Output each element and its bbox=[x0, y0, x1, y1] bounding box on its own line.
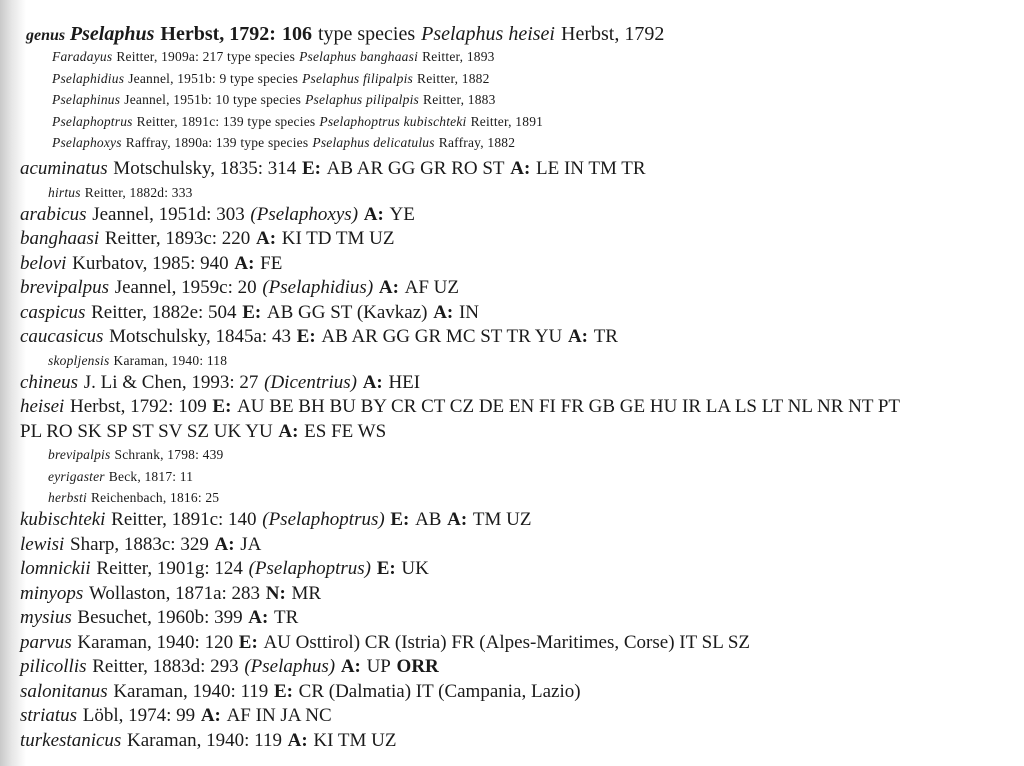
species-name: minyops bbox=[20, 582, 84, 604]
region-label: E: bbox=[238, 631, 258, 653]
subgenus: (Pselaphidius) bbox=[262, 277, 374, 299]
species-name: caspicus bbox=[20, 301, 86, 323]
genus-synonym-line bbox=[52, 93, 496, 107]
region-label: A: bbox=[433, 301, 454, 323]
species-ref: Karaman, 1940: 119 bbox=[127, 729, 282, 751]
species-ref: Wollaston, 1871a: 283 bbox=[89, 582, 261, 604]
species-name: chineus bbox=[20, 371, 79, 393]
synonym-ref: Reitter, 1909a: 217 type species bbox=[116, 49, 296, 64]
distribution-codes: AB AR GG GR MC ST TR YU bbox=[321, 326, 563, 348]
subgenus: (Pselaphus) bbox=[244, 656, 336, 677]
region-label: A: bbox=[255, 228, 277, 250]
distribution-codes: ES FE WS bbox=[304, 420, 387, 442]
species-ref: Reitter, 1901g: 124 bbox=[96, 558, 243, 579]
species-ref: Löbl, 1974: 99 bbox=[82, 705, 196, 726]
species-name: acuminatus bbox=[20, 158, 108, 179]
region-label: A: bbox=[248, 607, 269, 628]
region-label: A: bbox=[214, 533, 235, 555]
region-label: A: bbox=[363, 203, 384, 225]
distribution-codes: CR (Dalmatia) IT (Campania, Lazio) bbox=[298, 680, 581, 702]
species-name: heisei bbox=[20, 396, 65, 418]
synonym-line bbox=[48, 186, 193, 200]
distribution-codes: AU BE BH BU BY CR CT CZ DE EN FI FR GB GE HU IR LA LS LT NL NR NT PT bbox=[237, 396, 901, 418]
synonym-name: Pselaphoptrus bbox=[52, 113, 133, 129]
species-ref: J. Li & Chen, 1993: 27 bbox=[83, 371, 259, 393]
species-name: lewisi bbox=[20, 533, 65, 555]
species-entry bbox=[20, 731, 402, 750]
region-label: A: bbox=[278, 420, 299, 442]
species-ref: Kurbatov, 1985: 940 bbox=[72, 252, 229, 274]
region-label: E: bbox=[390, 509, 410, 530]
species-entry bbox=[20, 682, 586, 701]
synonym-line bbox=[48, 491, 219, 505]
type-species-name: Pselaphus heisei bbox=[421, 23, 555, 45]
synonym-ref: Karaman, 1940: 118 bbox=[113, 352, 228, 368]
region-label: N: bbox=[265, 582, 286, 604]
genus-author: Herbst, 1792: bbox=[160, 23, 276, 45]
distribution-continued: PL RO SK SP ST SV SZ UK YU bbox=[20, 420, 273, 442]
distribution-codes: JA bbox=[240, 533, 262, 555]
distribution-codes: AU Osttirol) CR (Istria) FR (Alpes-Maritimes, Corse) IT SL SZ bbox=[263, 631, 751, 653]
distribution-codes: LE IN TM TR bbox=[535, 158, 646, 179]
distribution-codes: FE bbox=[260, 252, 283, 274]
species-name: caucasicus bbox=[20, 326, 104, 348]
region-label: E: bbox=[212, 396, 232, 418]
region-label: E: bbox=[242, 301, 262, 323]
region-label: E: bbox=[301, 158, 321, 179]
species-entry bbox=[20, 229, 400, 248]
subgenus: (Pselaphoptrus) bbox=[248, 558, 371, 579]
species-name: turkestanicus bbox=[20, 729, 122, 751]
species-ref: Besuchet, 1960b: 399 bbox=[77, 607, 243, 628]
species-entry bbox=[20, 608, 304, 627]
region-label: E: bbox=[296, 326, 316, 348]
synonym-ref: Jeannel, 1951b: 9 type species bbox=[128, 70, 299, 86]
distribution-codes: IN bbox=[458, 301, 479, 323]
genus-synonym-line bbox=[52, 136, 515, 150]
subgenus: (Dicentrius) bbox=[264, 371, 357, 393]
synonym-line bbox=[48, 354, 227, 368]
species-entry bbox=[20, 327, 624, 346]
species-ref: Reitter, 1883d: 293 bbox=[92, 656, 239, 677]
distribution-codes: KI TM UZ bbox=[313, 729, 397, 751]
species-entry bbox=[20, 584, 327, 603]
synonym-name: Pselaphidius bbox=[52, 70, 125, 86]
region-label: A: bbox=[567, 326, 588, 348]
synonym-name: herbsti bbox=[48, 489, 87, 505]
synonym-name: Pselaphoxys bbox=[52, 135, 122, 150]
synonym-line bbox=[48, 470, 193, 484]
distribution-codes: AB GG ST (Kavkaz) bbox=[266, 301, 428, 323]
species-ref: Sharp, 1883c: 329 bbox=[70, 533, 209, 555]
species-entry bbox=[20, 397, 906, 416]
distribution-codes: ORR bbox=[396, 656, 439, 677]
species-entry bbox=[20, 373, 426, 392]
distribution-codes: YE bbox=[389, 203, 415, 225]
species-entry bbox=[20, 254, 288, 273]
species-entry bbox=[20, 535, 267, 554]
region-label: E: bbox=[273, 680, 293, 702]
region-label: A: bbox=[234, 252, 255, 274]
genus-synonym-line bbox=[52, 72, 490, 86]
region-label: A: bbox=[340, 656, 361, 677]
genus-page: 106 bbox=[281, 23, 312, 45]
species-entry bbox=[20, 303, 485, 322]
synonym-type-species: Pselaphoptrus kubischteki bbox=[319, 113, 467, 129]
species-name: salonitanus bbox=[20, 680, 108, 702]
species-ref: Jeannel, 1951d: 303 bbox=[92, 203, 245, 225]
species-ref: Jeannel, 1959c: 20 bbox=[114, 277, 257, 299]
species-name: brevipalpus bbox=[20, 277, 110, 299]
synonym-type-author: Reitter, 1893 bbox=[422, 49, 495, 64]
synonym-name: skopljensis bbox=[48, 352, 110, 368]
distribution-codes: HEI bbox=[388, 371, 421, 393]
genus-synonym-line bbox=[52, 50, 495, 64]
region-label: E: bbox=[376, 558, 396, 579]
genus-synonym-line bbox=[52, 115, 543, 129]
synonym-type-author: Reitter, 1891 bbox=[470, 113, 544, 129]
species-entry bbox=[20, 657, 444, 676]
distribution-codes: AB bbox=[415, 509, 442, 530]
species-name: mysius bbox=[20, 607, 72, 628]
distribution-codes: TR bbox=[274, 607, 299, 628]
distribution-codes: AB AR GG GR RO ST bbox=[326, 158, 505, 179]
synonym-name: eyrigaster bbox=[48, 468, 105, 484]
distribution-codes: TM UZ bbox=[472, 509, 532, 530]
species-ref: Motschulsky, 1835: 314 bbox=[113, 158, 297, 179]
species-entry bbox=[20, 633, 756, 652]
species-ref: Karaman, 1940: 120 bbox=[77, 631, 234, 653]
species-entry bbox=[20, 205, 420, 224]
species-name: belovi bbox=[20, 252, 67, 274]
species-ref: Herbst, 1792: 109 bbox=[70, 396, 207, 418]
species-ref: Reitter, 1891c: 140 bbox=[111, 509, 257, 530]
species-ref: Karaman, 1940: 119 bbox=[113, 680, 269, 702]
synonym-name: Pselaphinus bbox=[52, 92, 121, 107]
species-name: striatus bbox=[20, 705, 78, 726]
synonym-name: hirtus bbox=[48, 184, 81, 200]
type-species-author: Herbst, 1792 bbox=[561, 23, 665, 45]
synonym-type-species: Pselaphus pilipalpis bbox=[305, 92, 419, 107]
species-ref: Reitter, 1882e: 504 bbox=[91, 301, 237, 323]
species-name: kubischteki bbox=[20, 509, 106, 530]
synonym-ref: Schrank, 1798: 439 bbox=[114, 447, 224, 463]
synonym-line bbox=[48, 448, 223, 462]
synonym-ref: Beck, 1817: 11 bbox=[108, 468, 194, 484]
species-name: lomnickii bbox=[20, 558, 91, 579]
region-label: A: bbox=[378, 277, 399, 299]
synonym-ref: Jeannel, 1951b: 10 type species bbox=[124, 92, 302, 107]
continuation-line bbox=[20, 422, 392, 441]
distribution-codes: KI TD TM UZ bbox=[281, 228, 395, 250]
distribution-codes: UP bbox=[366, 656, 391, 677]
distribution-codes: AF IN JA NC bbox=[226, 705, 332, 726]
synonym-name: Faradayus bbox=[52, 49, 113, 64]
synonym-type-author: Raffray, 1882 bbox=[438, 135, 516, 150]
synonym-type-author: Reitter, 1882 bbox=[417, 70, 490, 86]
genus-header bbox=[26, 24, 664, 44]
region-label: A: bbox=[362, 371, 383, 393]
species-name: arabicus bbox=[20, 203, 87, 225]
synonym-type-species: Pselaphus banghaasi bbox=[299, 49, 419, 64]
species-name: banghaasi bbox=[20, 228, 100, 250]
species-entry bbox=[20, 278, 465, 297]
subgenus: (Pselaphoxys) bbox=[250, 203, 359, 225]
synonym-ref: Reichenbach, 1816: 25 bbox=[90, 489, 220, 505]
species-entry bbox=[20, 510, 537, 529]
species-name: parvus bbox=[20, 631, 72, 653]
species-ref: Motschulsky, 1845a: 43 bbox=[109, 326, 291, 348]
distribution-codes: MR bbox=[291, 582, 322, 604]
region-label: A: bbox=[510, 158, 531, 179]
synonym-type-species: Pselaphus delicatulus bbox=[312, 135, 435, 150]
region-label: A: bbox=[200, 705, 221, 726]
species-ref: Reitter, 1893c: 220 bbox=[104, 228, 251, 250]
distribution-codes: AF UZ bbox=[404, 277, 459, 299]
distribution-codes: TR bbox=[593, 326, 618, 348]
distribution-codes: UK bbox=[401, 558, 429, 579]
synonym-type-species: Pselaphus filipalpis bbox=[302, 70, 413, 86]
species-entry bbox=[20, 706, 337, 725]
synonym-ref: Reitter, 1882d: 333 bbox=[84, 184, 193, 200]
region-label: A: bbox=[287, 729, 308, 751]
type-species-prefix: type species bbox=[317, 23, 416, 45]
synonym-ref: Reitter, 1891c: 139 type species bbox=[136, 113, 316, 129]
synonym-type-author: Reitter, 1883 bbox=[423, 92, 496, 107]
subgenus: (Pselaphoptrus) bbox=[262, 509, 385, 530]
synonym-ref: Raffray, 1890a: 139 type species bbox=[125, 135, 309, 150]
species-entry bbox=[20, 559, 435, 578]
species-entry bbox=[20, 159, 651, 178]
region-label: A: bbox=[447, 509, 468, 530]
genus-word: genus bbox=[26, 27, 66, 44]
species-name: pilicollis bbox=[20, 656, 87, 677]
genus-name: Pselaphus bbox=[69, 23, 155, 45]
synonym-name: brevipalpis bbox=[48, 447, 111, 463]
